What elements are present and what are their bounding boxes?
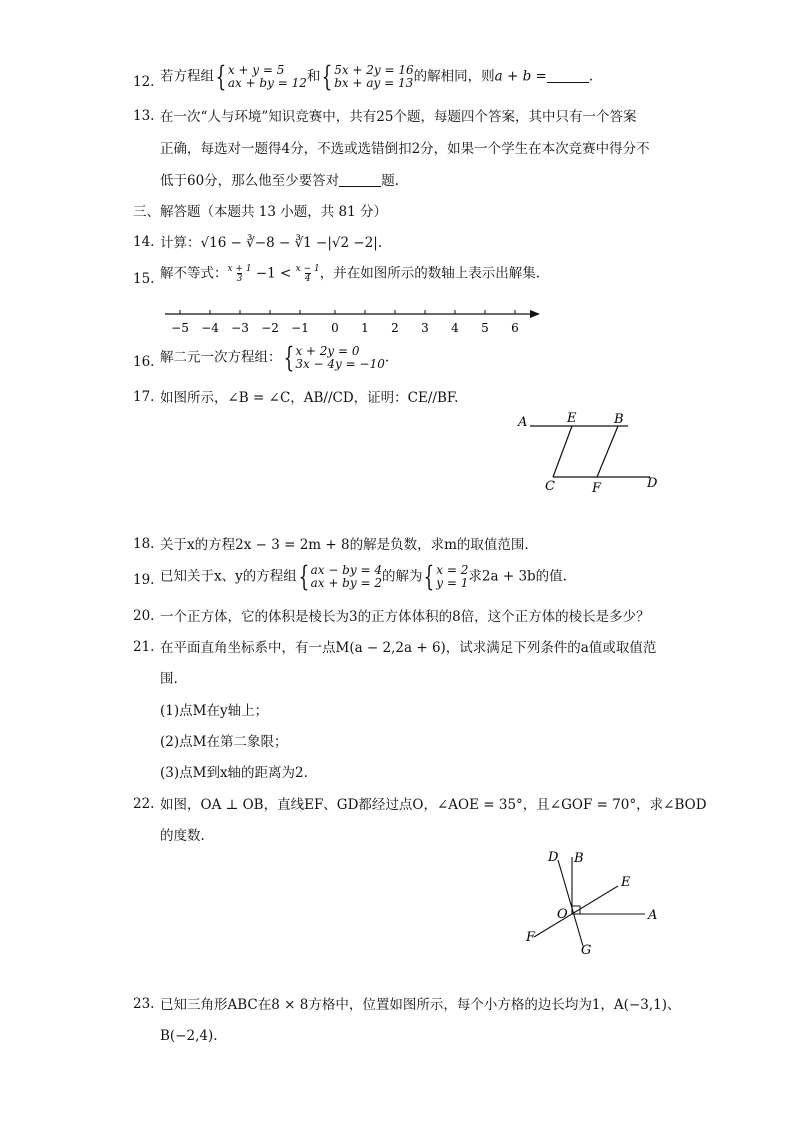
tick-label: 3 bbox=[421, 321, 429, 335]
label-A: A bbox=[648, 908, 658, 923]
tick-label: 0 bbox=[331, 321, 339, 335]
q21-line1: 在平面直角坐标系中，有一点M(a − 2,2a + 6)，试求满足下列条件的a值或取值范 bbox=[160, 640, 657, 656]
q21-part2: (2)点M在第二象限； bbox=[160, 734, 288, 750]
q22-number: 22. bbox=[133, 796, 155, 812]
q16-text: 解二元一次方程组：{ x + 2y = 0 3x − 4y = −10. bbox=[160, 341, 390, 374]
tick-label: 2 bbox=[391, 321, 399, 335]
q16-system: x + 2y = 0 3x − 4y = −10 bbox=[295, 344, 385, 371]
tick-label: −4 bbox=[201, 321, 219, 335]
label-C: C bbox=[545, 479, 555, 494]
fraction: $\frac{x - 1}{4}$ bbox=[295, 264, 320, 284]
tick-label: −1 bbox=[291, 321, 309, 335]
q19-solution: x = 2 y = 1 bbox=[436, 563, 469, 590]
brace-icon: { bbox=[215, 60, 227, 93]
label-G: G bbox=[581, 943, 592, 958]
label-A: A bbox=[518, 415, 528, 430]
q15-text: 解不等式：$\frac{x + 1}{3} -1 < \frac{x - 1}{4}$，并在如图所示的数轴上表示出解集. bbox=[160, 264, 541, 284]
q12-system2: 5x + 2y = 16 bx + ay = 13 bbox=[334, 63, 414, 90]
fraction: $\frac{x + 1}{3}$ bbox=[227, 264, 252, 284]
q12-system1: x + y = 5 ax + by = 12 bbox=[227, 63, 307, 90]
q19-number: 19. bbox=[133, 572, 155, 588]
label-O: O bbox=[557, 907, 568, 922]
q23-line2: B(−2,4). bbox=[160, 1028, 218, 1044]
q14-text: 计算：√16 − ∛−8 − ∛1 −|√2 −2|. bbox=[160, 235, 383, 251]
tick-label: 1 bbox=[361, 321, 369, 335]
label-D: D bbox=[647, 476, 658, 491]
q12-text: 若方程组{ x + y = 5 ax + by = 12和{ 5x + 2y = 16 bx + ay = 13的解相同，则a + b = . bbox=[160, 60, 594, 93]
q19-system: ax − by = 4 ax + by = 2 bbox=[310, 563, 382, 590]
label-E: E bbox=[567, 411, 577, 426]
arrow-icon bbox=[530, 310, 540, 318]
q17-text: 如图所示，∠B = ∠C，AB//CD，证明：CE//BF. bbox=[160, 390, 459, 406]
q21-part1: (1)点M在y轴上； bbox=[160, 703, 269, 719]
tick-label: −5 bbox=[171, 321, 189, 335]
q17-number: 17. bbox=[133, 389, 155, 405]
tick-label: 5 bbox=[481, 321, 489, 335]
label-F: F bbox=[592, 481, 602, 495]
q20-text: 一个正方体，它的体积是棱长为3的正方体体积的8倍，这个正方体的棱长是多少？ bbox=[160, 609, 650, 625]
q13-line3: 低于60分，那么他至少要答对 题. bbox=[160, 173, 399, 189]
number-line bbox=[160, 300, 550, 342]
q13-line1: 在一次“人与环境”知识竞赛中，共有25个题，每题四个答案，其中只有一个答案 bbox=[160, 109, 637, 125]
brace-icon: { bbox=[424, 560, 435, 593]
tick-label: −3 bbox=[231, 321, 249, 335]
q23-line1: 已知三角形ABC在8 × 8方格中，位置如图所示，每个小方格的边长均为1，A(−3,1)、 bbox=[160, 997, 681, 1013]
q21-number: 21. bbox=[133, 639, 155, 655]
answer-blank bbox=[547, 70, 589, 83]
q16-number: 16. bbox=[133, 354, 155, 370]
q14-number: 14. bbox=[133, 234, 155, 250]
label-B: B bbox=[614, 412, 624, 427]
tick-label: 4 bbox=[451, 321, 459, 335]
q21-part3: (3)点M到x轴的距离为2. bbox=[160, 765, 308, 781]
q23-number: 23. bbox=[133, 996, 155, 1012]
q22-line2: 的度数. bbox=[160, 828, 205, 844]
tick-label: −2 bbox=[261, 321, 279, 335]
q18-text: 关于x的方程2x − 3 = 2m + 8的解是负数，求m的取值范围. bbox=[160, 537, 529, 553]
q12-pre: 若方程组 bbox=[160, 68, 214, 85]
label-D: D bbox=[548, 850, 559, 865]
q19-text: 已知关于x、y的方程组{ ax − by = 4 ax + by = 2的解为{ x = 2 y = 1求2a + 3b的值. bbox=[160, 560, 567, 593]
label-B: B bbox=[574, 851, 584, 866]
q12-number: 12. bbox=[133, 74, 155, 90]
q17-figure bbox=[510, 410, 670, 495]
q22-line1: 如图，OA ⊥ OB，直线EF、GD都经过点O，∠AOE = 35°，且∠GOF = 70°，求∠BOD bbox=[160, 797, 707, 813]
q21-line2: 围. bbox=[160, 671, 178, 687]
tick-label: 6 bbox=[511, 321, 519, 335]
q20-number: 20. bbox=[133, 608, 155, 624]
q13-number: 13. bbox=[133, 108, 155, 124]
brace-icon: { bbox=[283, 341, 294, 374]
label-F: F bbox=[526, 930, 536, 945]
answer-blank bbox=[339, 174, 381, 187]
section-heading: 三、解答题（本题共 13 小题，共 81 分） bbox=[133, 204, 388, 220]
brace-icon: { bbox=[321, 60, 333, 93]
label-E: E bbox=[621, 875, 631, 890]
q15-number: 15. bbox=[133, 271, 155, 287]
brace-icon: { bbox=[298, 560, 310, 593]
q22-figure bbox=[520, 848, 670, 960]
q18-number: 18. bbox=[133, 536, 155, 552]
q13-line2: 正确，每选对一题得4分，不选或选错倒扣2分，如果一个学生在本次竞赛中得分不 bbox=[160, 141, 650, 157]
